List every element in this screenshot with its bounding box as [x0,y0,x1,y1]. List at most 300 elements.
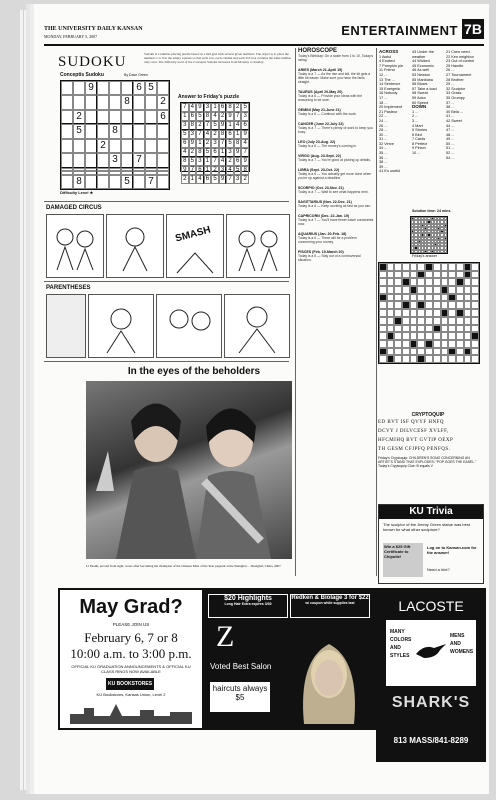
answer-cell: 8 [241,166,249,175]
sudoku-cell [61,124,73,138]
cryptoquip-line: HFCMIHQ BVT GVTIP OEXP [378,438,454,443]
sudoku-cell [145,124,157,138]
highlights-sub: Long Hair Extra expires 3/30 [224,602,272,606]
trivia-giftcard: Win a $25 Gift Certificate to Chipotle! [383,543,423,577]
grad-time: 10:00 a.m. to 3:00 p.m. [70,646,192,661]
sudoku-rules: Sudoku is a number-placing puzzle based on a 9x9 grid with several given numbers. The object is to place the numbers 1 to 9 in the empty squares so that each row, each column and each 3x3 box contains the same number only once. The difficulty level of the Conceptis Sudoku increases from Monday to Sunday. [144,52,292,64]
crossword-cell [456,355,464,363]
sudoku-cell [97,175,109,189]
answer-cell: 9 [219,175,227,184]
clue-item: 21 Crew need [446,50,470,54]
cryptoquip-lines [378,418,478,454]
answer-title: Answer to Friday's puzzle [178,94,240,100]
crossword-cell [379,317,387,325]
sudoku-cell [157,124,169,138]
crossword-cell [387,294,395,302]
puzzle-byline: By Dave Green [124,73,148,77]
crossword-cell [417,355,425,363]
crossword-cell [410,286,418,294]
crossword-cell [394,317,402,325]
ku-bookstores-logo: KU BOOKSTORES [106,678,154,690]
clue-item: 38 ... [446,105,455,110]
comic-panel-2 [106,214,164,278]
comic-drawing-icon [227,215,289,277]
sudoku-cell [85,95,97,109]
friday-answer-grid [410,216,448,254]
puzzle-name: Conceptis Sudoku [60,72,104,78]
page-number: 7B [462,19,484,39]
sudoku-cell [157,175,169,189]
sudoku-cell: 5 [73,124,85,138]
sudoku-cell: 3 [109,153,121,167]
divider [44,361,289,362]
crossword-cell [448,294,456,302]
horoscope-title: HOROSCOPE [298,48,338,54]
comic-drawing-icon [89,295,153,357]
sudoku-cell [157,153,169,167]
sudoku-cell [73,153,85,167]
crossword-cell [379,286,387,294]
answer-cell: 2 [181,175,189,184]
crossword-cell [448,263,456,271]
answer-cell: 6 [219,103,227,112]
trivia-question: The sculptor of the Jimmy Green statue was best known for what other sculpture? [383,522,470,532]
crossword-cell [441,294,449,302]
clue-item: 40 Bela ... [446,109,464,114]
clue-item: 54 ... [446,155,455,160]
crossword-cell [441,278,449,286]
answer-cell: 9 [226,112,234,121]
crossword-cell [433,286,441,294]
clue-item: 23 Out of control [446,59,475,64]
sign-name: PISCES (Feb. 19-March 20) [298,250,344,254]
answer-cell: 1 [211,103,219,112]
answer-cell: 6 [211,148,219,157]
cryptoquip-line: DCVY J DILVCESF XVLFF, [378,429,449,434]
crossword-cell [448,309,456,317]
crossword-cell [464,271,472,279]
crossword-cell [417,271,425,279]
sudoku-cell [121,124,133,138]
answer-cell: 2 [219,112,227,121]
crossword-grid [378,262,480,364]
lacoste-mens: MENS AND WOMENS [450,633,474,655]
answer-cell: 9 [196,103,204,112]
crossword-cell [448,325,456,333]
sudoku-cell [85,110,97,124]
crossword-cell [464,294,472,302]
crossword-cell [379,355,387,363]
crossword-cell [471,271,479,279]
answer-cell: 4 [204,130,212,139]
lacoste-ad [376,588,486,762]
section-name: ENTERTAINMENT [341,23,458,38]
crossword-cell [425,278,433,286]
photo-caption: Li Yuanli, second from right, wears after becoming the champion of the Chinese Miss of the Year pageant at the Shanghai ... Shanghai, China, 2007 [86,564,281,568]
crossword-cell [464,286,472,294]
answer-cell: 1 [234,130,242,139]
sudoku-cell [61,175,73,189]
clue-item: 11 Friend [379,68,395,73]
answer-cell: 1 [196,139,204,148]
clue-item: 35 ... [379,151,388,156]
sudoku-cell [145,110,157,124]
clue-item: 31 ... [379,137,388,142]
crossword-cell [456,278,464,286]
answer-cell: 5 [226,139,234,148]
highlights-label: $20 Highlights [224,595,272,602]
clue-item: 60 Speed [412,100,429,105]
crossword-cell [379,309,387,317]
crossword-cell [394,301,402,309]
crossword-cell [402,317,410,325]
sign-text: Today is a 6 — Provide your ideas with the reasoning to be sure. [298,94,363,102]
crossword-cell [471,325,479,333]
sudoku-cell [61,139,73,153]
clue-item: 25 Handle [446,63,464,68]
clue-item: 51 ... [446,146,455,151]
clue-item: 42 Sweet [446,118,462,123]
comic-panel-3 [166,214,224,278]
crossword-cell [425,263,433,271]
crossword-cell [379,340,387,348]
answer-cell: 4 [181,148,189,157]
clue-item: 17 ... [379,95,388,100]
may-grad-ad [58,588,204,730]
clue-item: 56 Blows [412,82,428,87]
sign-name: CAPRICORN (Dec. 22-Jan. 19) [298,214,350,218]
crossword-cell [433,340,441,348]
salon-ad [202,588,376,730]
clue-item: 9 Pinion [412,146,426,151]
crossword-cell [410,294,418,302]
crossword-cell [379,294,387,302]
answer-cell: 3 [196,157,204,166]
grad-dates: February 6, 7 or 8 [84,630,178,645]
crossword-cell [387,286,395,294]
comic-drawing-icon [167,215,223,277]
clue-item: 27 Tournament [446,72,472,77]
answer-cell: 5 [181,130,189,139]
sudoku-cell [109,139,121,153]
answer-cell: 6 [181,139,189,148]
across-clues-2 [412,50,444,156]
comic-panel-1 [46,214,104,278]
crossword-cell [394,294,402,302]
voted-best: Voted Best Salon [210,662,272,671]
sudoku-cell [97,153,109,167]
crossword-cell [471,348,479,356]
clue-item: 55 Manitoba [412,77,433,82]
crossword-cell [471,278,479,286]
sudoku-cell: 9 [85,81,97,95]
clue-item: 44 ... [446,123,455,128]
answer-cell: 8 [204,112,212,121]
sudoku-cell [73,95,85,109]
answer-cell: 6 [226,130,234,139]
answer-cell: 1 [219,148,227,157]
clue-item: 16 Nobody [379,91,398,96]
crossword-cell [433,278,441,286]
crossword-cell [387,340,395,348]
answer-cell: 4 [211,112,219,121]
crossword-cell [394,263,402,271]
clue-item: 47 ... [446,128,455,133]
column-rule [376,48,377,576]
sudoku-cell: 5 [145,81,157,95]
answer-cell: 8 [181,157,189,166]
answer-cell: 4 [189,103,197,112]
sign-name: TAURUS (April 20-May 20) [298,90,343,94]
clue-item: 38 ... [379,160,388,165]
clue-item: 44 Wicked [412,59,430,64]
answer-cell: 9 [241,130,249,139]
crossword-cell [456,309,464,317]
page-stack-edge [20,10,34,790]
crossword-cell [425,301,433,309]
sudoku-cell [133,95,145,109]
crossword-cell [448,340,456,348]
crossword-cell [433,271,441,279]
sudoku-cell [97,95,109,109]
answer-cell: 7 [196,130,204,139]
crossword-cell [379,325,387,333]
crossword-cell [456,332,464,340]
crossword-cell [425,271,433,279]
crossword-cell [441,309,449,317]
comic-drawing-icon [107,215,163,277]
crossword-cell [379,348,387,356]
clue-item: 34 ... [379,146,388,151]
answer-cell: 2 [189,148,197,157]
crossword-cell [425,332,433,340]
clue-item: 28 Brother [446,77,464,82]
crossword-cell [410,271,418,279]
sudoku-cell: 8 [73,175,85,189]
clue-item: 10 ... [412,151,421,156]
model-portrait-icon [288,630,370,724]
crossword-cell [471,355,479,363]
divider [44,201,289,202]
crossword-cell [410,301,418,309]
clue-item: 7 Cards [412,137,426,142]
comic-drawing-icon [157,295,221,357]
answer-cell: 7 [241,148,249,157]
down2-list [446,50,484,160]
clue-item: 26 ... [446,68,455,73]
grad-title: May Grad? [79,596,183,618]
answer-cell: 8 [226,103,234,112]
crossword-cell [441,263,449,271]
answer-cell: 3 [189,130,197,139]
clue-item: 32 Verve [379,141,394,146]
crossword-cell [441,286,449,294]
lacoste-brand: LACOSTE [398,598,464,614]
answer-cell: 3 [241,112,249,121]
clue-item: 22 ... [379,114,388,119]
trivia-hint: Need a hint? [427,567,450,572]
sudoku-grid [60,80,170,190]
crossword-cell [464,301,472,309]
sudoku-cell [85,124,97,138]
answer-cell: 3 [234,175,242,184]
crossword-cell [464,325,472,333]
sign-text: Today is a 6 — The money's coming in. [298,144,358,148]
crossword-cell [448,355,456,363]
crossword-cell [387,332,395,340]
sudoku-cell [157,139,169,153]
crossword-cell [448,271,456,279]
crossword-cell [379,263,387,271]
clue-item: 12 ... [379,72,388,77]
crossword-cell [425,348,433,356]
sudoku-cell [61,110,73,124]
answer-cell: 7 [211,157,219,166]
sudoku-cell [85,175,97,189]
lacoste-many: MANY COLORS AND STYLES [390,629,412,659]
sudoku-cell [121,81,133,95]
pageant-photo-icon [86,381,292,559]
sign-text: Today is a 7 — There's plenty of work to keep you busy. [298,126,373,134]
answer-cell: 6 [204,175,212,184]
sign-name: GEMINI (May 21-June 21) [298,108,341,112]
answer-cell: 5 [189,157,197,166]
answer-cell: 4 [226,166,234,175]
across-list [379,55,411,174]
crossword-cell [402,294,410,302]
answer-cell: 2 [211,166,219,175]
sudoku-cell [109,81,121,95]
sudoku-cell [61,81,73,95]
answer-cell: 5 [204,148,212,157]
answer-cell: 9 [219,121,227,130]
sudoku-cell [73,81,85,95]
sudoku-cell [121,110,133,124]
clue-item: 20 Implement [379,105,403,110]
comic-sound-effect: SMASH [174,224,212,245]
crossword-cell [417,301,425,309]
grad-details: OFFICIAL KU GRADUATION ANNOUNCEMENTS & OFFICIAL KU CLASS RINGS NOW AVAILABLE [71,664,191,674]
crossword-cell [471,317,479,325]
crossword-cell [441,271,449,279]
crossword-cell [471,332,479,340]
answer-cell: 9 [181,166,189,175]
redken-offer [290,594,370,618]
crossword-cell [402,325,410,333]
cryptoquip-answer: Friday's Cryptoquip: CHILDREN'S SONG CONCERNING AN ARTIST'S STAND THAT EXPLODES: "POP GOES THE EASEL." [378,456,477,464]
answer-cell: 8 [196,148,204,157]
sudoku-cell [61,153,73,167]
answer-cell: 2 [234,103,242,112]
grad-location: KU Bookstores, Kansas Union, Level 2 [96,692,166,697]
salon-logo-letter: Z [216,620,235,653]
answer-cell: 3 [219,166,227,175]
crossword-cell [456,294,464,302]
crossword-cell [456,286,464,294]
sudoku-cell [85,153,97,167]
comic-title-panel [46,294,86,358]
clue-item: 37 ... [446,100,455,105]
across-clues [379,50,411,174]
trivia-title: KU Trivia [379,505,483,519]
clue-item: 45 Economic [412,63,434,68]
crossword-cell [456,301,464,309]
crossword-cell [410,340,418,348]
crossword-cell [448,286,456,294]
crossword-cell [394,340,402,348]
sign-name: CANCER (June 22-July 22) [298,122,344,126]
crossword-cell [425,325,433,333]
crossword-cell [394,286,402,294]
crossword-cell [410,332,418,340]
answer-cell: 3 [204,103,212,112]
sudoku-cell [109,95,121,109]
sudoku-cell [121,139,133,153]
clue-item: 28 ... [379,128,388,133]
answer-cell: 7 [189,166,197,175]
crossword-cell [425,286,433,294]
parentheses-label: PARENTHESES [46,285,91,291]
crossword-cell [433,348,441,356]
clue-item: 39 ... [379,164,388,169]
crossword-cell [471,309,479,317]
sign-text: Today is a 6 — Continue with the work. [298,112,357,116]
sign-name: ARIES (March 21-April 19) [298,68,343,72]
highlights-offer [208,594,288,618]
answer-cell: 7 [204,121,212,130]
clue-item: 33 Grass [446,91,462,96]
sudoku-cell [85,139,97,153]
crossword-cell [410,355,418,363]
crossword-cell [387,309,395,317]
crossword-cell [448,348,456,356]
answer-cell: 8 [219,130,227,139]
clue-item: 1 Awful [379,54,392,59]
clue-item: 24 ... [379,118,388,123]
crossword-cell [441,340,449,348]
answer-cell: 5 [241,103,249,112]
difficulty-level: Difficulty Level ★ [60,190,94,195]
haircuts-offer: haircuts always $5 [210,682,270,712]
sign-text: Today is a 7 — You're good at picking up details. [298,158,371,162]
crossword-cell [433,325,441,333]
issue-date: MONDAY, FEBRUARY 5, 2007 [44,34,98,39]
sign-text: Today is a 6 — There will be a problem concerning your money. [298,236,357,244]
comic-panel-4 [226,214,290,278]
clue-item: 32 Sculptor [446,86,466,91]
clue-item: 49 ... [446,137,455,142]
answer-cell: 6 [196,166,204,175]
crossword-cell [417,332,425,340]
sudoku-cell [157,81,169,95]
sudoku-cell: 6 [157,110,169,124]
newspaper-page [34,4,489,794]
sudoku-cell [109,110,121,124]
answer-cell: 1 [204,166,212,175]
crossword-cell [417,348,425,356]
crossword-cell [433,301,441,309]
answer-cell: 6 [241,121,249,130]
crossword-cell [464,317,472,325]
clue-item: 29 ... [446,82,455,87]
sign-name: LEO (July 23-Aug. 22) [298,140,336,144]
crossword-cell [441,355,449,363]
sudoku-cell [121,153,133,167]
crossword-cell [402,286,410,294]
answer-cell: 2 [196,121,204,130]
sudoku-cell: 2 [73,110,85,124]
answer-cell: 7 [181,103,189,112]
